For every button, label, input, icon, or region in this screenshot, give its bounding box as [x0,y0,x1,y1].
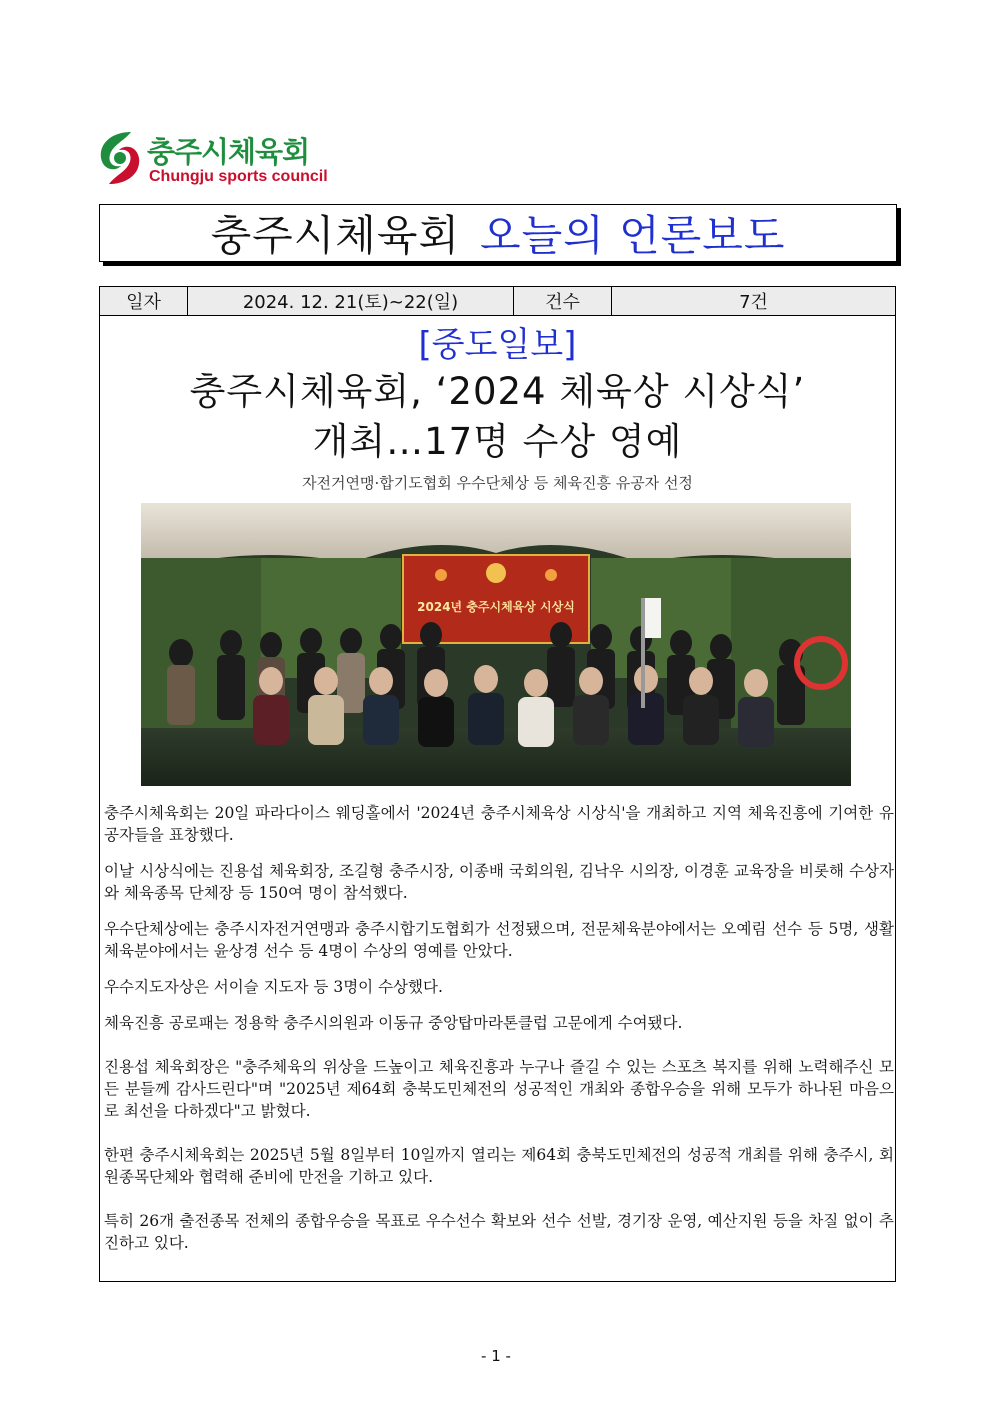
article-headline [100,367,895,467]
count-value: 7건 [739,292,768,313]
count-label: 건수 [514,287,612,315]
logo-name-english: Chungju sports council [149,168,328,185]
article-paragraph: 체육진흥 공로패는 정용학 충주시의원과 이동규 중앙탑마라톤클럽 고문에게 수여됐다. [104,1014,683,1032]
article-paragraph: 특히 26개 출전종목 전체의 종합우승을 목표로 우수선수 확보와 선수 선발, 경기장 운영, 예산지원 등을 차질 없이 추진하고 있다. [104,1212,894,1252]
report-meta-row [100,287,895,316]
photo-banner-text: 2024년 충주시체육상 시상식 [417,600,575,614]
council-logo [97,126,337,192]
logo-name-korean: 충주시체육회 [147,135,310,169]
news-source: [중도일보] [418,325,577,365]
article-subheadline: 자전거연맹·합기도협회 우수단체상 등 체육진흥 유공자 선정 [302,474,693,492]
page-title-org: 충주시체육회 [210,211,461,260]
council-emblem-icon [97,126,143,188]
page-title [99,204,897,262]
article-paragraph: 이날 시상식에는 진용섭 체육회장, 조길형 충주시장, 이종배 국회의원, 김낙우 시의장, 이경훈 교육장을 비롯해 수상자와 체육종목 단체장 등 150여 명이 참석했다. [104,862,894,902]
date-label: 일자 [100,287,188,315]
article-body [104,802,894,1268]
article-paragraph: 우수단체상에는 충주시자전거연맹과 충주시합기도협회가 선정됐으며, 전문체육분야에서는 오예림 선수 등 5명, 생활체육분야에서는 윤상경 선수 등 4명이 수상의 영예를 안았다. [104,920,894,960]
article-paragraph: 진용섭 체육회장은 "충주체육의 위상을 드높이고 체육진흥과 누구나 즐길 수 있는 스포츠 복지를 위해 노력해주신 모든 분들께 감사드린다"며 "2025년 제64회 충북도민체전의 성공적인 개최와 종합우승을 위해 모두가 하나된 마음으로 최선을 다하겠다"고 밝혔다. [104,1058,894,1120]
headline-line-1: 충주시체육회, ‘2024 체육상 시상식’ [189,370,806,413]
ceremony-group-photo [141,503,851,786]
ceremony-photo-illustration [141,503,851,786]
headline-line-2: 개최…17명 수상 영예 [312,420,683,463]
page-title-highlight: 오늘의 언론보도 [480,211,786,260]
article-paragraph: 우수지도자상은 서이슬 지도자 등 3명이 수상했다. [104,978,443,996]
press-report-frame [99,286,896,1282]
article-paragraph: 한편 충주시체육회는 2025년 5월 8일부터 10일까지 열리는 제64회 충북도민체전의 성공적 개최를 위해 충주시, 회원종목단체와 협력해 준비에 만전을 기하고 있다. [104,1146,894,1186]
article-paragraph: 충주시체육회는 20일 파라다이스 웨딩홀에서 '2024년 충주시체육상 시상식'을 개최하고 지역 체육진흥에 기여한 유공자들을 표창했다. [104,804,894,844]
page-number: - 1 - [481,1347,511,1365]
date-value: 2024. 12. 21(토)~22(일) [188,287,514,315]
